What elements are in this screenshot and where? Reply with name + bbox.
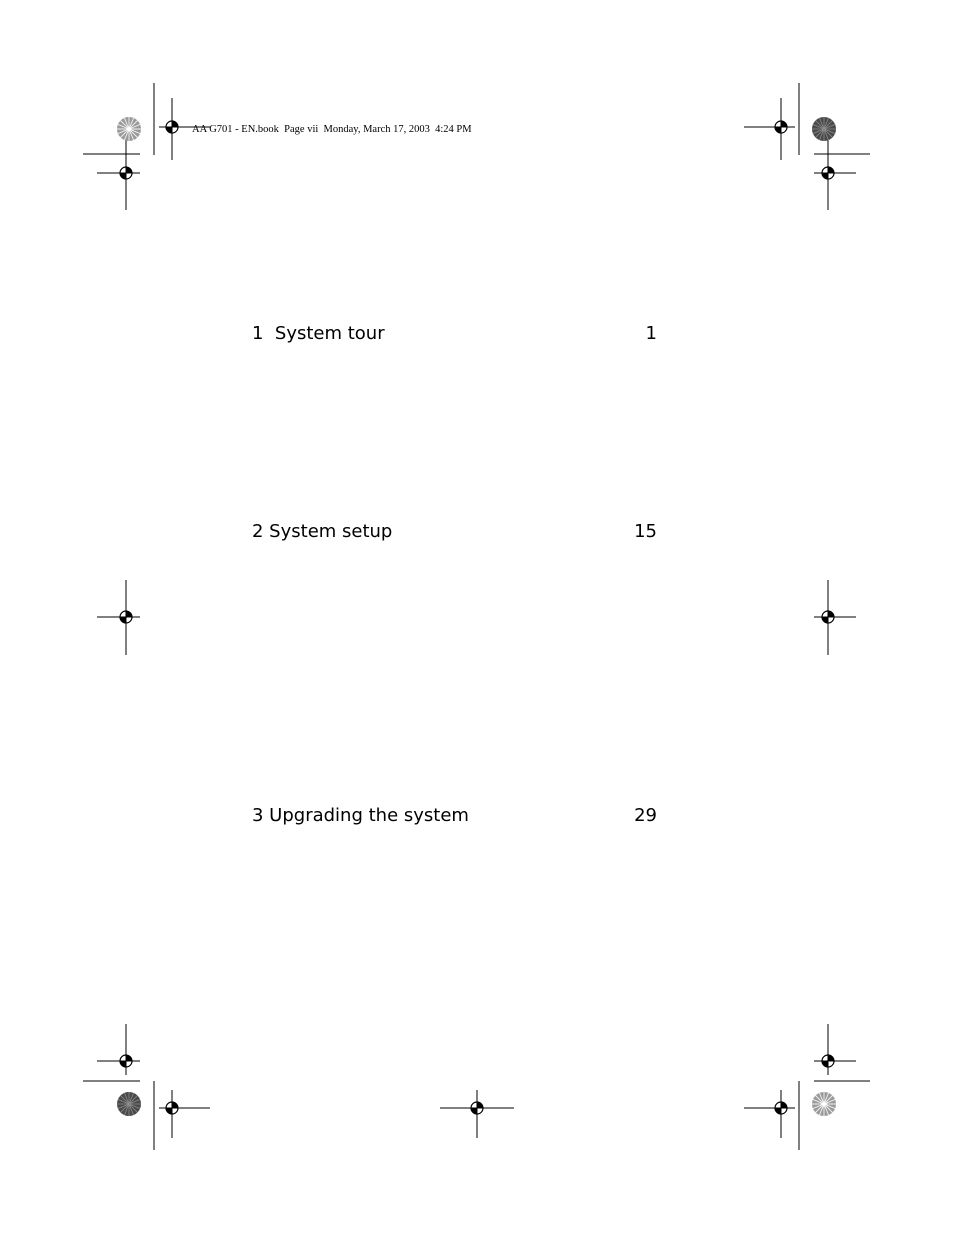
toc-page-number: 29 xyxy=(634,805,657,826)
toc-title: 2 System setup xyxy=(252,521,393,542)
toc-page-number: 15 xyxy=(634,521,657,542)
toc-title: 3 Upgrading the system xyxy=(252,805,469,826)
print-slug: AA G701 - EN.book Page vii Monday, March 17, 2003 4:24 PM xyxy=(192,124,472,135)
toc-page-number: 1 xyxy=(645,323,657,344)
toc-title: 1 System tour xyxy=(252,323,385,344)
